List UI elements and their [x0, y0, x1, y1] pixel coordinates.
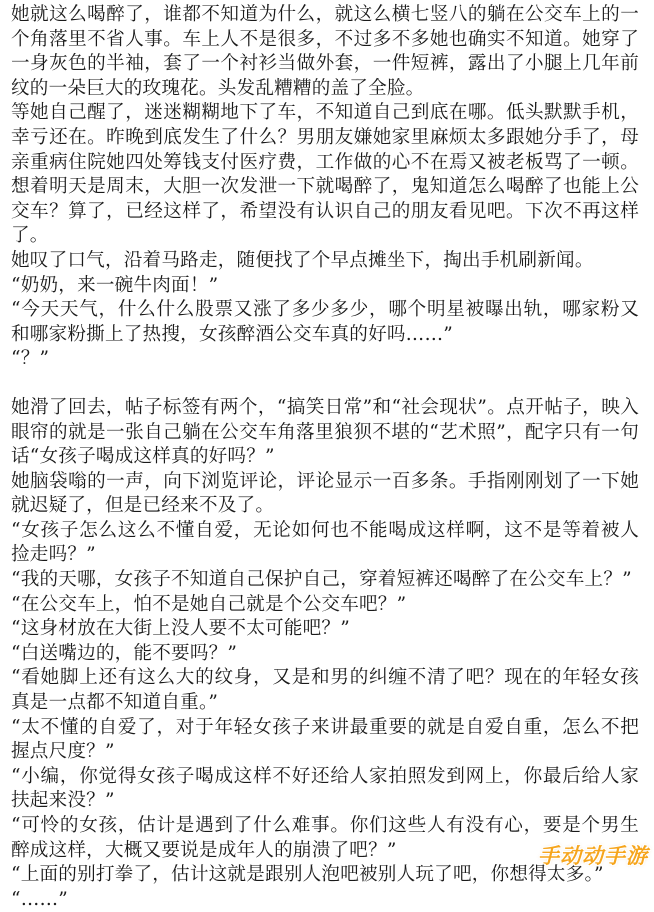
comment-ellipsis: “……”: [11, 888, 68, 910]
paragraph-news-feed: “今天天气，什么什么股票又涨了多少多少，哪个明星被曝出轨，哪家粉又和哪家粉撕上了热搜，女孩醉酒公交车真的好吗……”: [11, 299, 639, 345]
comment-item: “看她脚上还有这么大的纹身，又是和男的纠缠不清了吧？现在的年轻女孩真是一点都不知道自重。”: [11, 667, 639, 714]
comment-item: “可怜的女孩，估计是遇到了什么难事。你们这些人有没有心，要是个男生醉成这样，大概又要说是成年人的崩溃了吧？”: [11, 815, 639, 861]
paragraph-order-noodles: “奶奶，来一碗牛肉面！”: [11, 274, 219, 296]
paragraph-woke-up: 等她自己醒了，迷迷糊糊地下了车，不知道自己到底在哪。低头默默手机，幸亏还在。昨晚到底发生了什么？男朋友嫌她家里麻烦太多跟她分手了，母亲重病住院她四处筹钱支付医疗费，工作做的心不在焉又被老板骂了一顿。想着明天是周末，大胆一次发泄一下就喝醉了，鬼知道怎么喝醉了也能上公交车？算了，已经这样了，希望没有认识自己的朋友看见吧。下次不再这样了。: [11, 102, 639, 247]
paragraph-post-opened: 她滑了回去，帖子标签有两个，“搞笑日常”和“社会现状”。点开帖子，映入眼帘的就是一张自己躺在公交车角落里狼狈不堪的“艺术照”，配字只有一句话“女孩子喝成这样真的好吗？”: [11, 396, 639, 468]
comment-item: “这身材放在大街上没人要不太可能吧？”: [11, 618, 350, 640]
section-divider: [11, 372, 639, 396]
comment-item: “女孩子怎么这么不懂自爱，无论如何也不能喝成这样啊，这不是等着被人捡走吗？”: [11, 519, 639, 566]
comment-item: “太不懂的自爱了，对于年轻女孩子来讲最重要的就是自爱自重，怎么不把握点尺度？”: [11, 716, 639, 763]
comment-item: “小编，你觉得女孩子喝成这样不好还给人家拍照发到网上，你最后给人家扶起来没？”: [11, 765, 639, 812]
paragraph-drunk-on-bus: 她就这么喝醉了，谁都不知道为什么，就这么横七竖八的躺在公交车上的一个角落里不省人事。车上人不是很多，不过多不多她也确实不知道。她穿了一身灰色的半袖，套了一个衬衫当做外套，一件短裤，露出了小腿上几年前纹的一朵巨大的玫瑰花。头发乱糟糟的盖了全脸。: [11, 4, 639, 99]
comment-item: “在公交车上，怕不是她自己就是个公交车吧？”: [11, 593, 407, 615]
site-watermark-logo: 手动动手游: [538, 844, 648, 868]
comment-item: “上面的别打拳了，估计这就是跟别人泡吧被别人玩了吧，你想得太多。”: [11, 864, 604, 886]
comment-item: “我的天哪，女孩子不知道自己保护自己，穿着短裤还喝醉了在公交车上？”: [11, 569, 632, 591]
paragraph-comments-count: 她脑袋嗡的一声，向下浏览评论，评论显示一百多条。手指刚刚划了一下她就迟疑了，但是已经来不及了。: [11, 470, 639, 517]
comment-item: “白送嘴边的，能不要吗？”: [11, 642, 238, 664]
section-1: [11, 3, 639, 372]
section-2: [11, 396, 639, 912]
paragraph-question-mark: “？”: [11, 348, 50, 370]
document-body: [11, 3, 639, 912]
paragraph-breakfast-stall: 她叹了口气，沿着马路走，随便找了个早点摊坐下，掏出手机刷新闻。: [11, 249, 594, 271]
